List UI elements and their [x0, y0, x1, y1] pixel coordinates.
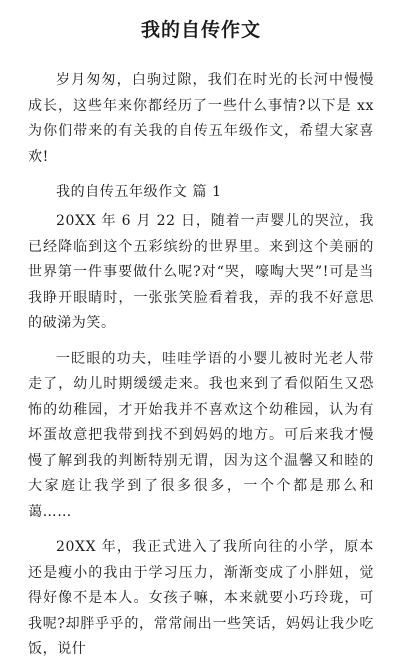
body-paragraph-2: 一眨眼的功夫，哇哇学语的小婴儿被时光老人带走了，幼儿时期缓缓走来。我也来到了看似陌生又恐怖的幼稚园，才开始我并不喜欢这个幼稚园，认为有坏蛋故意把我带到找不到妈妈的地方。可后来我才慢慢了解到我的判断特别无谓，因为这个温馨又和睦的大家庭让我学到了很多很多，一个个都是那么和蔼……: [28, 350, 374, 520]
section-heading: 我的自传五年级作文 篇 1: [56, 184, 222, 200]
page-title: 我的自传作文: [140, 19, 261, 41]
body-paragraph-1: 20XX 年 6 月 22 日，随着一声婴儿的哭泣，我已经降临到这个五彩缤纷的世界里。来到这个美丽的世界第一件事要做什么呢?对“哭，嚎啕大哭”!可是当我睁开眼睛时，一张张笑脸看着我，弄的我不好意思的破涕为笑。: [28, 213, 374, 331]
intro-paragraph: 岁月匆匆，白驹过隙，我们在时光的长河中慢慢成长，这些年来你都经历了一些什么事情?以下是 xx 为你们带来的有关我的自传五年级作文，希望大家喜欢!: [28, 72, 374, 165]
document-body: [28, 68, 374, 663]
body-paragraph-3: 20XX 年，我正式进入了我所向往的小学，原本还是瘦小的我由于学习压力，渐渐变成了小胖妞，觉得好像不是本人。女孩子嘛，本来就要小巧玲珑，可我呢?却胖乎乎的，常常闹出一些笑话，妈妈让我少吃饭，说什: [28, 539, 374, 657]
